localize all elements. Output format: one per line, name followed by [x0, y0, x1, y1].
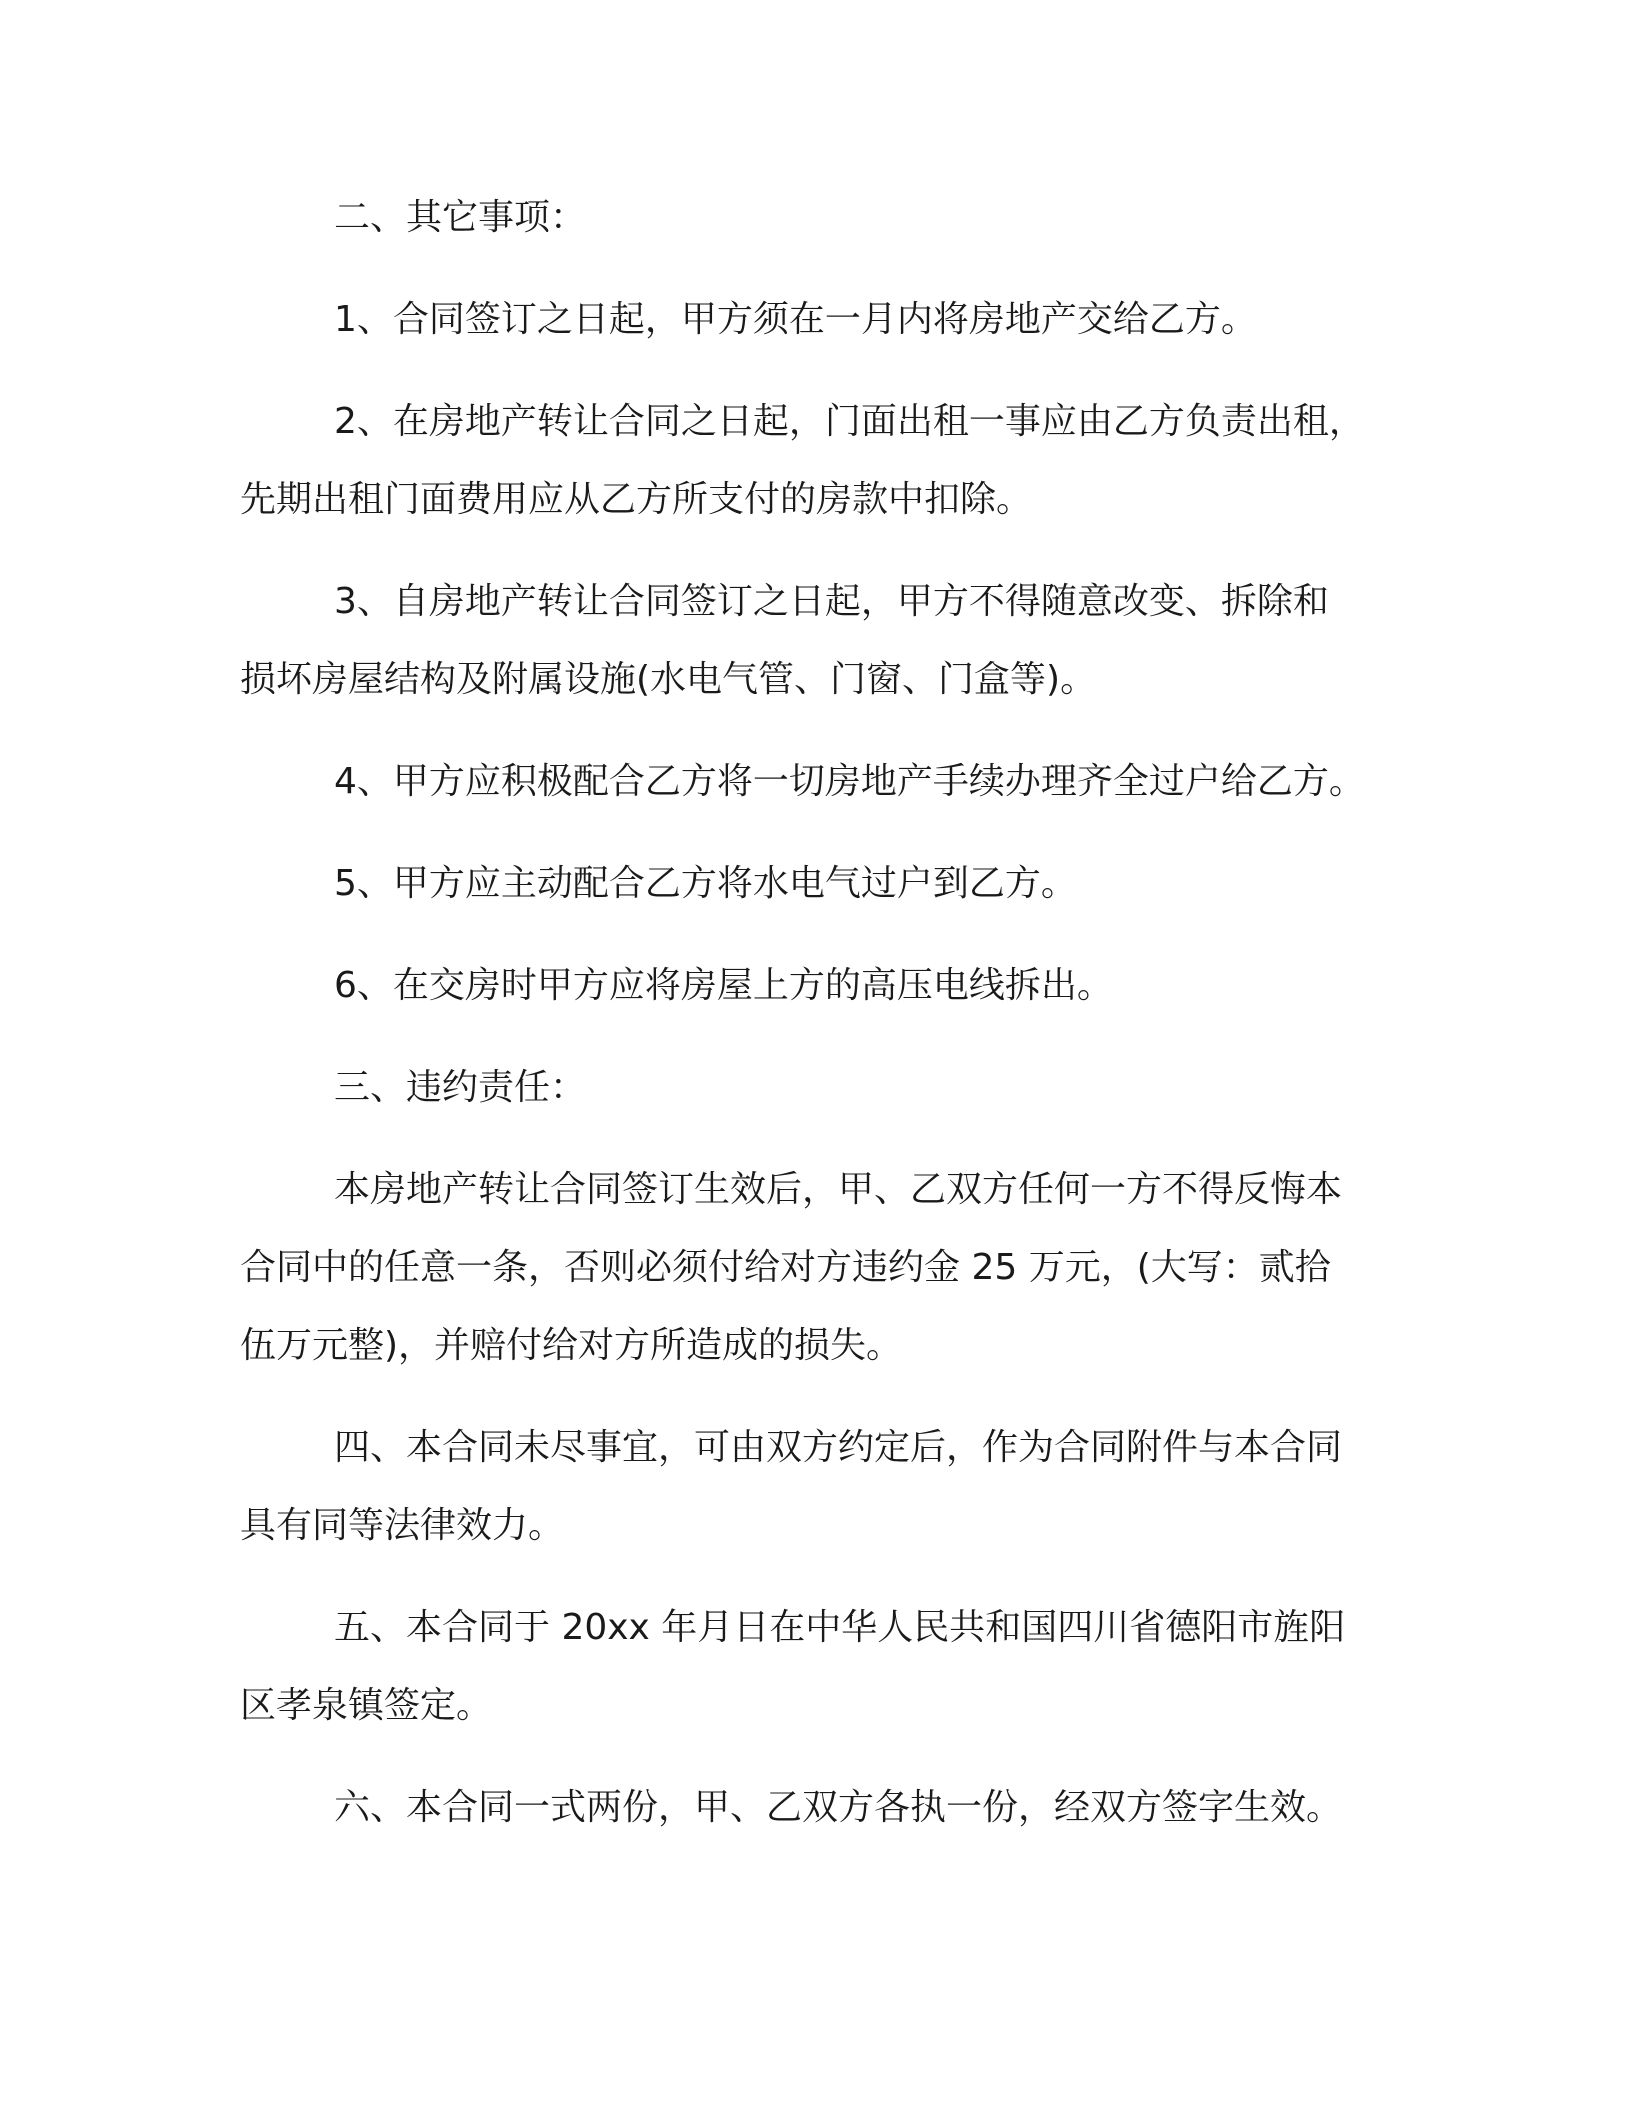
clause-3-line-2: 损坏房屋结构及附属设施(水电气管、门窗、门盒等)。 — [240, 659, 1097, 700]
clause-5: 5、甲方应主动配合乙方将水电气过户到乙方。 — [334, 863, 1077, 904]
section-four-line-2: 具有同等法律效力。 — [240, 1505, 565, 1546]
section-heading-other-matters: 二、其它事项： — [334, 197, 587, 238]
breach-paragraph-line-1: 本房地产转让合同签订生效后，甲、乙双方任何一方不得反悔本 — [334, 1169, 1343, 1210]
clause-3-line-1: 3、自房地产转让合同签订之日起，甲方不得随意改变、拆除和 — [334, 581, 1329, 622]
clause-2-line-1: 2、在房地产转让合同之日起，门面出租一事应由乙方负责出租， — [334, 401, 1365, 442]
clause-4: 4、甲方应积极配合乙方将一切房地产手续办理齐全过户给乙方。 — [334, 761, 1365, 802]
clause-2-line-2: 先期出租门面费用应从乙方所支付的房款中扣除。 — [240, 479, 1033, 520]
breach-paragraph-line-3: 伍万元整)，并赔付给对方所造成的损失。 — [240, 1325, 903, 1366]
clause-6: 6、在交房时甲方应将房屋上方的高压电线拆出。 — [334, 965, 1113, 1006]
clause-1: 1、合同签订之日起，甲方须在一月内将房地产交给乙方。 — [334, 299, 1257, 340]
section-five-line-2: 区孝泉镇签定。 — [240, 1685, 493, 1726]
section-five-line-1: 五、本合同于 20xx 年月日在中华人民共和国四川省德阳市旌阳 — [334, 1607, 1346, 1648]
breach-paragraph-line-2: 合同中的任意一条，否则必须付给对方违约金 25 万元，(大写：贰拾 — [240, 1247, 1331, 1288]
section-heading-breach: 三、违约责任： — [334, 1067, 587, 1108]
section-four-line-1: 四、本合同未尽事宜，可由双方约定后，作为合同附件与本合同 — [334, 1427, 1343, 1468]
section-six: 六、本合同一式两份，甲、乙双方各执一份，经双方签字生效。 — [334, 1787, 1343, 1828]
